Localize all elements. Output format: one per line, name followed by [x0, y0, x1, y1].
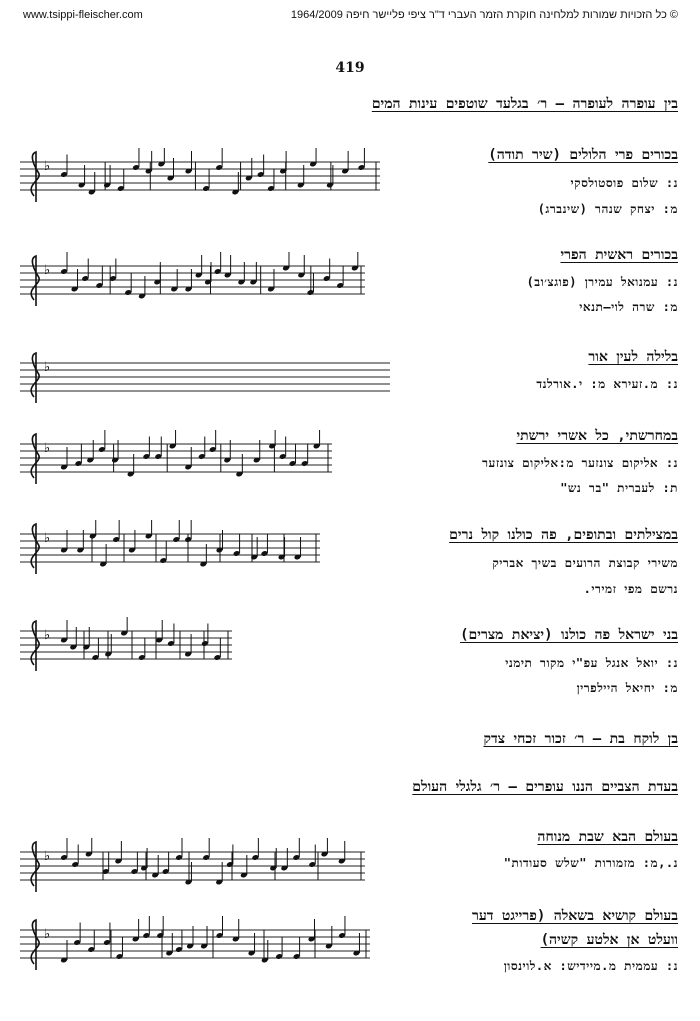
- song-title: בני ישראל פה כולנו (יציאת מצרים): [460, 627, 678, 643]
- song-credit: משירי קבוצת הרועים בשיך אבריק: [492, 556, 678, 570]
- header-url: www.tsippi-fleischer.com: [23, 9, 143, 21]
- svg-text:♭: ♭: [44, 159, 51, 174]
- song-title: במצילתים ובתופים, פה כולנו קול נרים: [449, 527, 678, 543]
- song-credit: נרשם מפי זמירי.: [583, 582, 678, 596]
- staff-music-1: [20, 148, 380, 208]
- song-credit: מ: יחיאל היילפרין: [576, 681, 678, 695]
- staff-music-4: [20, 430, 332, 490]
- svg-text:♭: ♭: [44, 927, 51, 942]
- song-title: בלילה לעין אור: [588, 349, 678, 365]
- song-credit: נ: יואל אנגל עפ"י מקור תימני: [505, 656, 678, 670]
- header-copyright: © כל הזכויות שמורות למלחינה חוקרת הזמר העברי ד"ר ציפי פליישר חיפה 1964/2009: [290, 9, 678, 21]
- song-title: בכורים ראשית הפרי: [560, 247, 678, 263]
- svg-text:♭: ♭: [44, 441, 51, 456]
- song-title: בעולם קושיא בשאלה (פרייגט דער: [471, 908, 678, 924]
- song-title: בעולם הבא שבת מנוחה: [537, 829, 678, 845]
- song-credit: נ: אליקום צונזער מ:אליקום צונזער: [482, 456, 678, 470]
- song-credit: נ: שלום פוסטולסקי: [570, 176, 678, 190]
- section-heading: בעדת הצביים הננו עופרים – ר׳ גלגלי העולם: [412, 779, 678, 795]
- svg-text:♭: ♭: [44, 531, 51, 546]
- song-credit: נ.,מ: מזמורות "שלש סעודות": [503, 856, 678, 870]
- song-title: וועלט אן אלטע קשיה): [540, 932, 678, 948]
- song-credit: נ: מ.זעירא מ: י.אורלנד: [536, 377, 678, 391]
- song-title: בכורים פרי הלולים (שיר תודה): [488, 147, 678, 163]
- staff-music-5: [20, 520, 320, 580]
- staff-music-6: [20, 617, 232, 677]
- staff-music-2: [20, 252, 365, 312]
- song-title: במחרשתי, כל אשרי ירשתי: [516, 428, 678, 444]
- song-credit: מ: יצחק שנהר (שינברג): [537, 202, 678, 216]
- svg-text:♭: ♭: [44, 628, 51, 643]
- song-credit: נ: עממית מ.מיידיש: א.לוינסון: [503, 959, 678, 973]
- section-heading: בין עופרה לעופרה – ר׳ בגלעד שוטפים עינות המים: [371, 96, 678, 112]
- song-credit: ת: לעברית "בר נש": [560, 481, 678, 495]
- song-credit: נ: עמנואל עמירן (פוגצ׳וב): [526, 275, 678, 289]
- section-heading: בן לוקח בת – ר׳ זכור זכחי צדק: [483, 731, 678, 747]
- page-number: 419: [335, 60, 365, 76]
- svg-text:♭: ♭: [44, 360, 51, 375]
- staff-music-3: [20, 349, 390, 409]
- song-credit: מ: שרה לוי–תנאי: [579, 300, 678, 314]
- staff-music-8: [20, 916, 370, 976]
- staff-music-7: [20, 838, 365, 898]
- svg-text:♭: ♭: [44, 849, 51, 864]
- svg-text:♭: ♭: [44, 263, 51, 278]
